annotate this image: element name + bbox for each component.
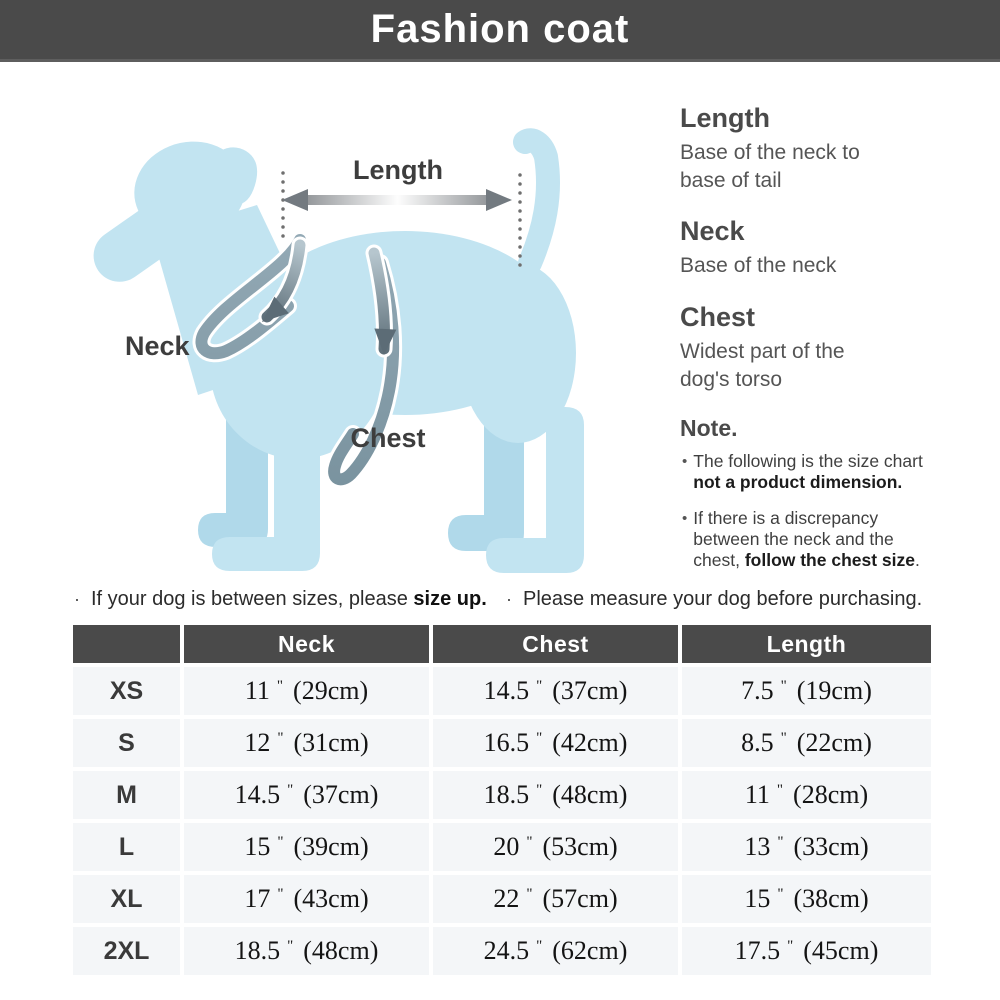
bullet-icon: · — [506, 589, 512, 609]
inch-mark: " — [277, 730, 284, 746]
note-bullet: • If there is a discrepancy between the neck and the chest, follow the chest size. — [682, 507, 920, 571]
inch-mark: " — [776, 782, 784, 798]
table-row-2xl — [73, 927, 931, 975]
neck-value: 17 " (43cm) — [184, 875, 429, 923]
bullet-icon: • — [682, 453, 688, 470]
inch-mark: " — [536, 782, 543, 798]
inch-mark: " — [777, 886, 784, 902]
size-label: XS — [73, 667, 180, 715]
size-label: XL — [73, 875, 180, 923]
length-value: 11 " (28cm) — [682, 771, 931, 819]
length-value: 8.5 " (22cm) — [682, 719, 931, 767]
inch-mark: " — [787, 938, 794, 954]
definition-term: Neck — [680, 216, 745, 246]
note-section — [680, 415, 945, 586]
neck-value: 12 " (31cm) — [184, 719, 429, 767]
table-row-m — [73, 771, 931, 819]
definition-length — [680, 103, 940, 194]
definition-neck — [680, 216, 940, 280]
inch-mark: " — [780, 730, 787, 746]
inch-mark: " — [526, 886, 533, 902]
neck-value: 18.5 " (48cm) — [184, 927, 429, 975]
neck-value: 15 " (39cm) — [184, 823, 429, 871]
size-label: L — [73, 823, 180, 871]
size-table-header-neck: Neck — [184, 625, 429, 663]
size-table-header-length: Length — [682, 625, 931, 663]
chest-value: 20 " (53cm) — [433, 823, 678, 871]
inch-mark: " — [536, 938, 543, 954]
chest-value: 18.5 " (48cm) — [433, 771, 678, 819]
size-table-header-chest: Chest — [433, 625, 678, 663]
chest-value: 16.5 " (42cm) — [433, 719, 678, 767]
size-label: S — [73, 719, 180, 767]
definition-chest — [680, 302, 940, 393]
definition-term: Length — [680, 103, 770, 133]
neck-value: 11 " (29cm) — [184, 667, 429, 715]
length-value: 17.5 " (45cm) — [682, 927, 931, 975]
dog-tail — [525, 140, 548, 263]
tip-measure-first: · Please measure your dog before purchasing. — [506, 588, 923, 610]
note-heading: Note. — [680, 415, 738, 441]
size-table-header-row — [73, 625, 931, 663]
size-table-corner-cell — [73, 625, 180, 663]
definition-term: Chest — [680, 302, 756, 332]
inch-mark: " — [536, 678, 543, 694]
page-title: Fashion coat — [370, 7, 630, 51]
bullet-icon: · — [74, 589, 80, 609]
inch-mark: " — [277, 834, 284, 850]
length-arrowhead-right-icon — [486, 189, 512, 211]
inch-mark: " — [526, 834, 533, 850]
length-value: 13 " (33cm) — [682, 823, 931, 871]
inch-mark: " — [287, 938, 294, 954]
table-row-l — [73, 823, 931, 871]
inch-mark: " — [277, 886, 284, 902]
table-row-xs — [73, 667, 931, 715]
chest-value: 14.5 " (37cm) — [433, 667, 678, 715]
bullet-icon: • — [682, 509, 688, 527]
page-header — [0, 0, 1000, 62]
length-arrow-shaft — [304, 195, 492, 205]
neck-value: 14.5 " (37cm) — [184, 771, 429, 819]
definition-desc: Base of the neck to base of tail — [680, 141, 860, 192]
inch-mark: " — [536, 730, 543, 746]
definition-desc: Base of the neck — [680, 254, 837, 277]
size-label: M — [73, 771, 180, 819]
dog-measurement-diagram — [50, 95, 670, 575]
table-row-s — [73, 719, 931, 767]
inch-mark: " — [276, 678, 284, 694]
size-table — [69, 621, 935, 979]
length-arrowhead-left-icon — [282, 189, 308, 211]
size-label: 2XL — [73, 927, 180, 975]
chest-diagram-label: Chest — [350, 423, 426, 453]
chest-value: 24.5 " (62cm) — [433, 927, 678, 975]
note-bullet: • The following is the size chart not a product dimension. — [682, 451, 923, 493]
length-value: 15 " (38cm) — [682, 875, 931, 923]
length-value: 7.5 " (19cm) — [682, 667, 931, 715]
tip-between-sizes: · If your dog is between sizes, please size up. — [74, 588, 487, 610]
inch-mark: " — [777, 834, 784, 850]
inch-mark: " — [780, 678, 787, 694]
neck-diagram-label: Neck — [125, 331, 190, 361]
definition-desc: Widest part of the dog's torso — [680, 340, 845, 391]
length-diagram-label: Length — [353, 155, 443, 185]
table-row-xl — [73, 875, 931, 923]
chest-value: 22 " (57cm) — [433, 875, 678, 923]
inch-mark: " — [287, 782, 294, 798]
